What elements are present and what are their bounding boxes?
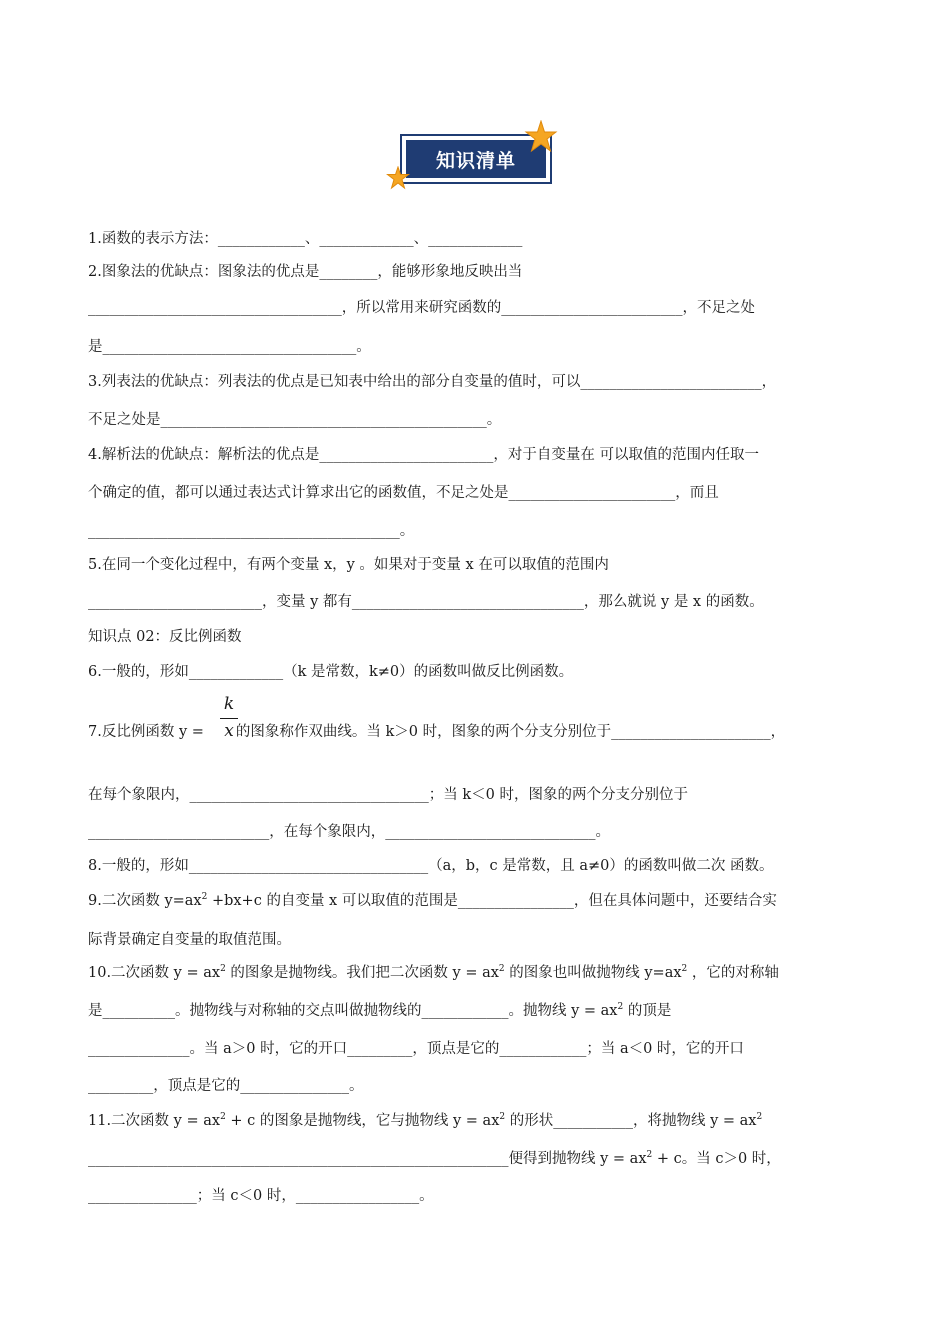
item-10-b: 的图象是抛物线。我们把二次函数 y = ax: [230, 965, 499, 981]
item-4-cont: 个确定的值，都可以通过表达式计算求出它的函数值，不足之处是_______________________，而且: [88, 485, 719, 501]
item-5: 5.在同一个变化过程中，有两个变量 x，y 。如果对于变量 x 在可以取值的范围内: [88, 557, 609, 573]
item-7: [88, 722, 785, 742]
item-10-a: 10.二次函数 y = ax: [88, 965, 221, 981]
item-9: [88, 891, 777, 911]
item-11-a: 11.二次函数 y = ax: [88, 1113, 221, 1129]
fraction-bar: [220, 718, 238, 719]
item-8: 8.一般的，形如_________________________________（a，b，c 是常数，且 a≠0）的函数叫做二次 函数。: [88, 858, 774, 874]
item-2: 2.图象法的优缺点：图象法的优点是________，能够形象地反映出当: [88, 264, 523, 280]
item-7-cont: _________________________，在每个象限内，_____________________________。: [88, 824, 610, 840]
item-7-prefix: 7.反比例函数 y =: [88, 724, 204, 740]
item-11-e: + c。当 c＞0 时，: [656, 1151, 781, 1167]
superscript-2: 2: [201, 892, 208, 902]
fraction-denominator: x: [224, 721, 234, 741]
superscript-2: 2: [498, 964, 505, 974]
item-2-cont: 是___________________________________。: [88, 339, 371, 355]
item-11: [88, 1111, 762, 1131]
item-2-cont: ___________________________________，所以常用来研究函数的_________________________，不足之处: [88, 300, 755, 316]
item-1: 1.函数的表示方法：____________、_____________、_____________: [88, 231, 523, 247]
star-icon: [524, 120, 558, 154]
star-icon: [386, 166, 410, 190]
superscript-2: 2: [220, 1112, 226, 1122]
item-11-cont: _______________；当 c＜0 时，_________________。: [88, 1188, 434, 1204]
item-11-cont: [88, 1149, 781, 1169]
item-3-cont: 不足之处是_____________________________________________。: [88, 412, 502, 428]
badge-title: 知识清单: [406, 140, 546, 178]
section-heading: 知识点 02：反比例函数: [88, 629, 242, 645]
item-4: 4.解析法的优缺点：解析法的优点是________________________，对于自变量在 可以取值的范围内任取一: [88, 447, 759, 463]
item-4-cont: ___________________________________________。: [88, 523, 415, 539]
item-6: 6.一般的，形如_____________（k 是常数，k≠0）的函数叫做反比例函数。: [88, 664, 574, 680]
item-9-a: 9.二次函数 y=ax: [88, 893, 202, 909]
fraction-numerator: k: [223, 694, 235, 714]
item-10-c: 的图象也叫做抛物线 y=ax: [509, 965, 682, 981]
item-10-cont: _________，顶点是它的_______________。: [88, 1078, 364, 1094]
superscript-2: 2: [220, 964, 226, 974]
superscript-2: 2: [646, 1150, 653, 1160]
item-11-d: __________________________________________________________便得到抛物线 y = ax: [88, 1151, 647, 1167]
superscript-2: 2: [756, 1112, 763, 1122]
item-7-cont: 在每个象限内，_________________________________；当 k＜0 时，图象的两个分支分别位于: [88, 787, 688, 803]
item-11-b: + c 的图象是抛物线，它与抛物线 y = ax: [230, 1113, 500, 1129]
item-9-b: +bx+c 的自变量 x 可以取值的范围是________________，但在具体问题中，还要结合实: [211, 893, 777, 909]
item-10-f: 的顶是: [627, 1003, 672, 1019]
item-7-text: 的图象称作双曲线。当 k＞0 时，图象的两个分支分别位于______________________，: [235, 724, 786, 740]
item-10-d: ，它的对称轴: [691, 965, 779, 981]
superscript-2: 2: [499, 1112, 506, 1122]
item-10-cont: [88, 1001, 671, 1021]
item-10-e: 是__________。抛物线与对称轴的交点叫做抛物线的____________。抛物线 y = ax: [88, 1003, 618, 1019]
superscript-2: 2: [681, 964, 688, 974]
item-10-cont: ______________。当 a＞0 时，它的开口_________，顶点是它的____________；当 a＜0 时，它的开口: [88, 1041, 744, 1057]
item-9-cont: 际背景确定自变量的取值范围。: [88, 932, 291, 948]
item-10: [88, 963, 779, 983]
section-badge: [396, 126, 556, 190]
superscript-2: 2: [617, 1002, 624, 1012]
item-11-c: 的形状___________，将抛物线 y = ax: [509, 1113, 757, 1129]
item-5-cont: ________________________，变量 y 都有________________________________，那么就说 y 是 x 的函数。: [88, 594, 764, 610]
item-3: 3.列表法的优缺点：列表法的优点是已知表中给出的部分自变量的值时，可以_________________________，: [88, 374, 777, 390]
